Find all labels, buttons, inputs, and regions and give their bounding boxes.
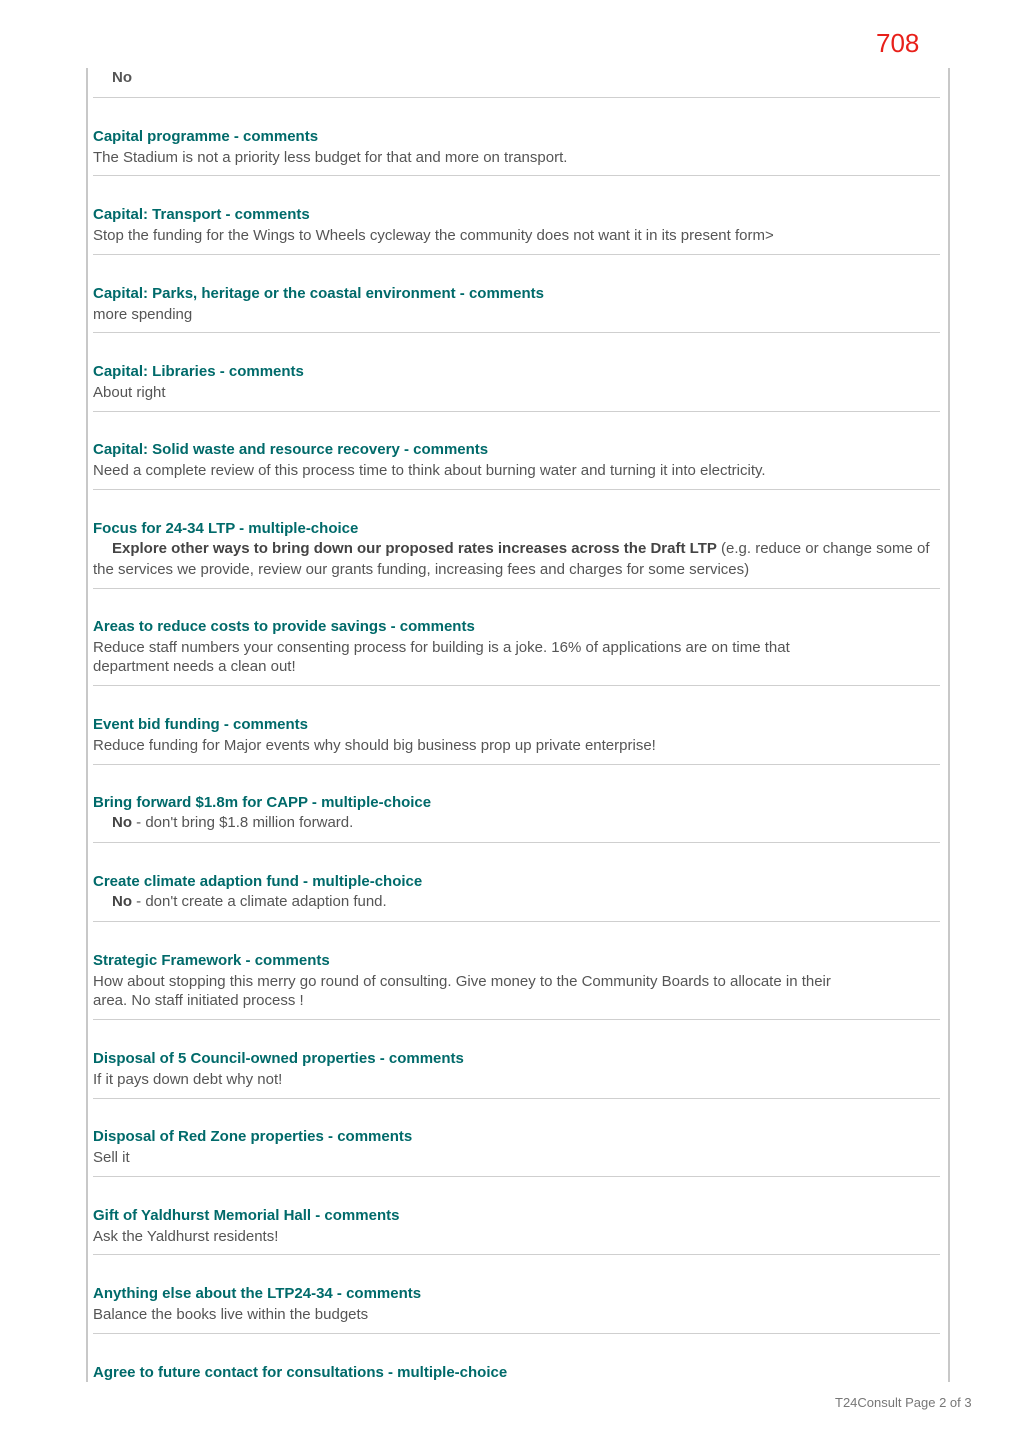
divider (93, 97, 940, 98)
answer-text-line: department needs a clean out! (93, 658, 296, 675)
divider (93, 764, 940, 765)
answer-text: Ask the Yaldhurst residents! (93, 1228, 279, 1245)
choice-description: - don't create a climate adaption fund. (132, 893, 387, 910)
answer-text: Reduce funding for Major events why should big business prop up private enterprise! (93, 737, 656, 754)
divider (93, 175, 940, 176)
question-title: Capital: Solid waste and resource recovery - comments (93, 441, 489, 458)
question-title: Disposal of Red Zone properties - comments (93, 1128, 413, 1145)
selected-choice (93, 539, 943, 580)
answer-text-line: Reduce staff numbers your consenting process for building is a joke. 16% of applications are on time that (93, 639, 790, 656)
divider (93, 1254, 940, 1255)
choice-description: - don't bring $1.8 million forward. (132, 814, 354, 831)
answer-text: Need a complete review of this process time to think about burning water and turning it into electricity. (93, 462, 766, 479)
choice-label: No (112, 814, 132, 831)
page-footer: T24Consult Page 2 of 3 (835, 1395, 972, 1410)
question-title: Capital: Transport - comments (93, 206, 310, 223)
question-title: Capital programme - comments (93, 128, 319, 145)
question-title: Bring forward $1.8m for CAPP - multiple-choice (93, 794, 432, 811)
page-number: 708 (876, 28, 920, 58)
divider (93, 489, 940, 490)
selected-choice (93, 892, 943, 913)
question-title: Strategic Framework - comments (93, 952, 330, 969)
divider (93, 842, 940, 843)
choice-description: (e.g. reduce or change some of the services we provide, review our grants funding, increasing fees and charges for some services) (93, 540, 930, 578)
question-title: Anything else about the LTP24-34 - comments (93, 1285, 422, 1302)
question-title: Disposal of 5 Council-owned properties - comments (93, 1050, 464, 1067)
question-title: Capital: Libraries - comments (93, 363, 304, 380)
divider (93, 1019, 940, 1020)
answer-text: About right (93, 384, 166, 401)
question-title: Focus for 24-34 LTP - multiple-choice (93, 520, 359, 537)
choice-label: No (112, 893, 132, 910)
answer-text: more spending (93, 306, 193, 323)
answer-text-line: How about stopping this merry go round of consulting. Give money to the Community Boards to allocate in their (93, 973, 831, 990)
question-title: Event bid funding - comments (93, 716, 309, 733)
divider (93, 254, 940, 255)
choice-label: Explore other ways to bring down our proposed rates increases across the Draft LTP (112, 540, 717, 557)
previous-answer: No (112, 69, 132, 86)
answer-text: If it pays down debt why not! (93, 1071, 283, 1088)
divider (93, 685, 940, 686)
answer-text: Balance the books live within the budgets (93, 1306, 369, 1323)
question-title: Capital: Parks, heritage or the coastal environment - comments (93, 285, 544, 302)
question-title: Agree to future contact for consultations - multiple-choice (93, 1364, 508, 1381)
divider (93, 588, 940, 589)
divider (93, 921, 940, 922)
divider (93, 1176, 940, 1177)
divider (93, 332, 940, 333)
answer-text: The Stadium is not a priority less budget for that and more on transport. (93, 149, 568, 166)
answer-text: Stop the funding for the Wings to Wheels cycleway the community does not want it in its present form> (93, 227, 774, 244)
divider (93, 1098, 940, 1099)
question-title: Areas to reduce costs to provide savings - comments (93, 618, 475, 635)
selected-choice (93, 813, 943, 834)
question-title: Gift of Yaldhurst Memorial Hall - comments (93, 1207, 400, 1224)
answer-text: Sell it (93, 1149, 130, 1166)
divider (93, 411, 940, 412)
question-title: Create climate adaption fund - multiple-choice (93, 873, 423, 890)
answer-text-line: area. No staff initiated process ! (93, 992, 304, 1009)
divider (93, 1333, 940, 1334)
